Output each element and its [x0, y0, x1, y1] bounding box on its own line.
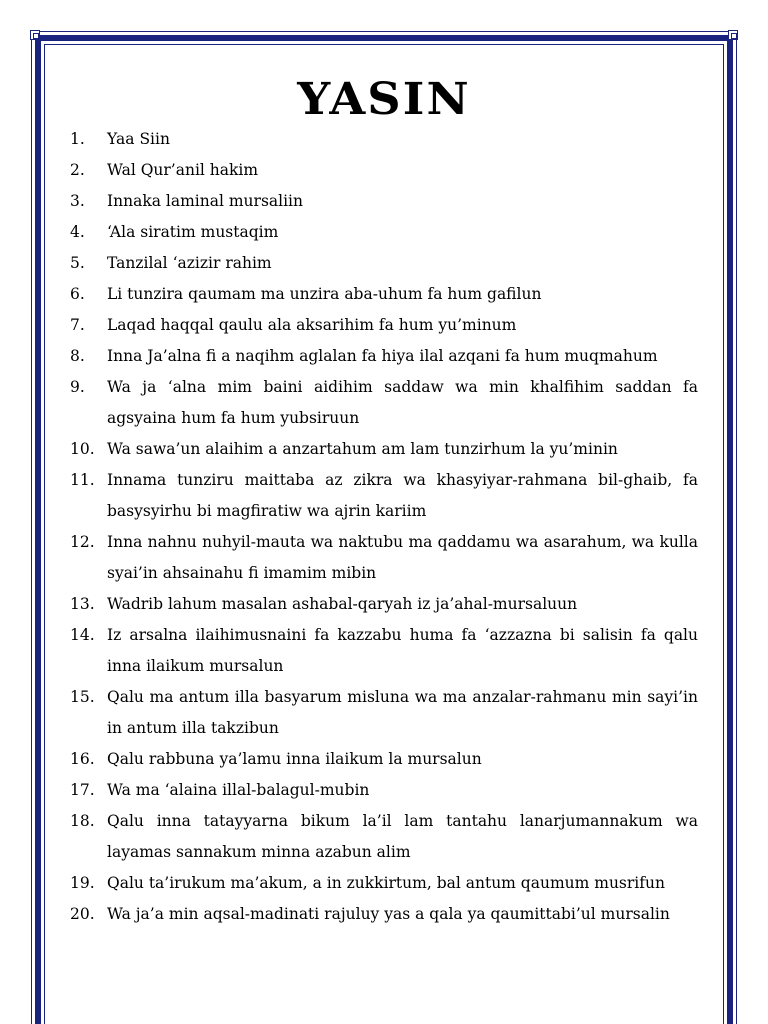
- verse-number: 10.: [70, 440, 95, 458]
- verse-list: [70, 124, 698, 930]
- verse-item: [70, 310, 698, 341]
- verse-item: [70, 868, 698, 899]
- verse-item: [70, 620, 698, 682]
- verse-text: Wa ja’a min aqsal-madinati rajuluy yas a qala ya qaumittabi’ul mursalin: [107, 905, 670, 923]
- verse-item: [70, 155, 698, 186]
- verse-item: [70, 806, 698, 868]
- verse-number: 15.: [70, 688, 95, 706]
- verse-item: [70, 434, 698, 465]
- verse-text: Qalu ta’irukum ma’akum, a in zukkirtum, bal antum qaumum musrifun: [107, 874, 665, 892]
- verse-number: 7.: [70, 316, 85, 334]
- verse-number: 13.: [70, 595, 95, 613]
- verse-number: 16.: [70, 750, 95, 768]
- verse-text: Wa ma ‘alaina illal-balagul-mubin: [107, 781, 370, 799]
- verse-number: 18.: [70, 812, 95, 830]
- verse-item: [70, 124, 698, 155]
- verse-text: Inna nahnu nuhyil-mauta wa naktubu ma qaddamu wa asarahum, wa kulla syai’in ahsainahu fi imamim mibin: [107, 533, 698, 582]
- verse-text: Qalu ma antum illa basyarum misluna wa ma anzalar-rahmanu min sayi’in in antum illa takzibun: [107, 688, 698, 737]
- verse-item: [70, 248, 698, 279]
- verse-item: [70, 217, 698, 248]
- verse-text: Innama tunziru maittaba az zikra wa khasyiyar-rahmana bil-ghaib, fa basysyirhu bi magfiratiw wa ajrin kariim: [107, 471, 698, 520]
- verse-item: [70, 899, 698, 930]
- verse-item: [70, 744, 698, 775]
- verse-item: [70, 589, 698, 620]
- verse-text: Qalu inna tatayyarna bikum la’il lam tantahu lanarjumannakum wa layamas sannakum minna azabun alim: [107, 812, 698, 861]
- verse-text: Iz arsalna ilaihimusnaini fa kazzabu huma fa ‘azzazna bi salisin fa qalu inna ilaikum mursalun: [107, 626, 698, 675]
- verse-number: 14.: [70, 626, 95, 644]
- verse-item: [70, 775, 698, 806]
- verse-text: ‘Ala siratim mustaqim: [107, 223, 279, 241]
- verse-number: 5.: [70, 254, 85, 272]
- verse-text: Laqad haqqal qaulu ala aksarihim fa hum yu’minum: [107, 316, 517, 334]
- verse-number: 6.: [70, 285, 85, 303]
- verse-number: 4.: [70, 223, 85, 241]
- verse-text: Inna Ja’alna fi a naqihm aglalan fa hiya ilal azqani fa hum muqmahum: [107, 347, 658, 365]
- verse-text: Li tunzira qaumam ma unzira aba-uhum fa hum gafilun: [107, 285, 542, 303]
- verse-number: 3.: [70, 192, 85, 210]
- corner-ornament-top-left: [30, 30, 40, 40]
- verse-item: [70, 341, 698, 372]
- verse-item: [70, 186, 698, 217]
- verse-number: 11.: [70, 471, 95, 489]
- verse-text: Wadrib lahum masalan ashabal-qaryah iz ja’ahal-mursaluun: [107, 595, 578, 613]
- verse-text: Qalu rabbuna ya’lamu inna ilaikum la mursalun: [107, 750, 482, 768]
- verse-number: 9.: [70, 378, 85, 396]
- verse-text: Tanzilal ‘azizir rahim: [107, 254, 272, 272]
- verse-text: Wa ja ‘alna mim baini aidihim saddaw wa min khalfihim saddan fa agsyaina hum fa hum yubsiruun: [107, 378, 698, 427]
- verse-number: 2.: [70, 161, 85, 179]
- verse-text: Wal Qur’anil hakim: [107, 161, 259, 179]
- verse-number: 19.: [70, 874, 95, 892]
- page-title: YASIN: [297, 74, 471, 125]
- verse-item: [70, 279, 698, 310]
- verse-number: 8.: [70, 347, 85, 365]
- verse-item: [70, 465, 698, 527]
- verse-number: 20.: [70, 905, 95, 923]
- verse-text: Wa sawa’un alaihim a anzartahum am lam tunzirhum la yu’minin: [107, 440, 618, 458]
- corner-ornament-top-right: [728, 30, 738, 40]
- verse-number: 1.: [70, 130, 85, 148]
- verse-number: 12.: [70, 533, 95, 551]
- verse-item: [70, 682, 698, 744]
- verse-item: [70, 372, 698, 434]
- verse-text: Yaa Siin: [107, 130, 170, 148]
- verse-item: [70, 527, 698, 589]
- verse-number: 17.: [70, 781, 95, 799]
- verse-text: Innaka laminal mursaliin: [107, 192, 303, 210]
